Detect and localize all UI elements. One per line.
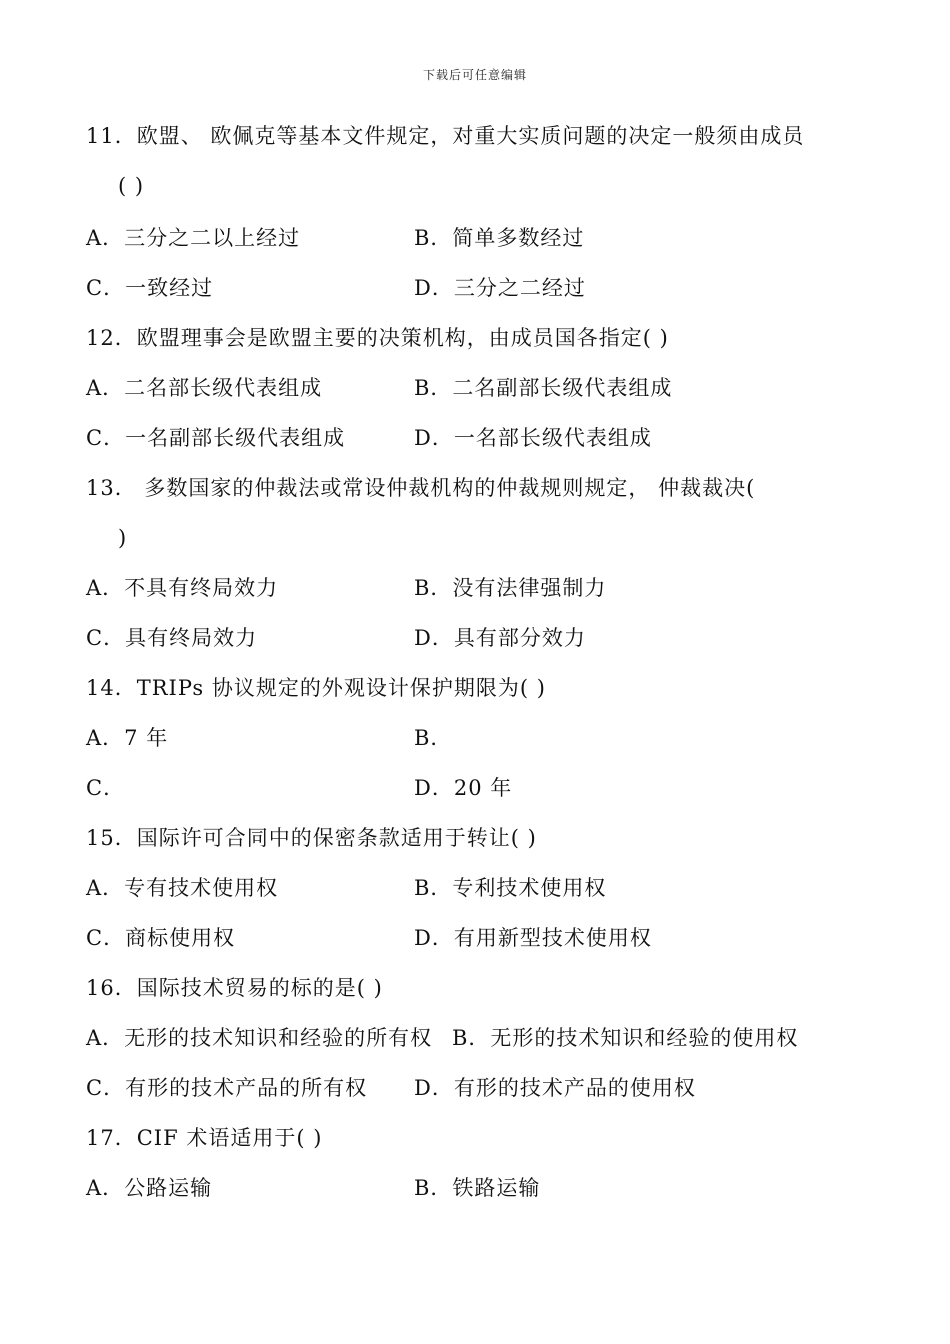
question-11-option-c: C．一致经过 bbox=[86, 276, 214, 300]
question-17-option-a: A．公路运输 bbox=[86, 1176, 213, 1200]
question-12-option-a: A．二名部长级代表组成 bbox=[86, 376, 323, 400]
page-header: 下载后可任意编辑 bbox=[422, 68, 527, 82]
question-13-stem-continued: ) bbox=[118, 526, 128, 550]
question-12-option-d: D．一名部长级代表组成 bbox=[414, 426, 652, 450]
question-16-option-b: B．无形的技术知识和经验的使用权 bbox=[452, 1026, 799, 1050]
question-13-option-d: D．具有部分效力 bbox=[414, 626, 586, 650]
question-16-option-c: C．有形的技术产品的所有权 bbox=[86, 1076, 368, 1100]
question-11-option-a: A．三分之二以上经过 bbox=[86, 226, 301, 250]
question-15-option-d: D．有用新型技术使用权 bbox=[414, 926, 652, 950]
question-15-option-a: A．专有技术使用权 bbox=[86, 876, 279, 900]
question-15-option-c: C．商标使用权 bbox=[86, 926, 236, 950]
question-12-option-b: B．二名副部长级代表组成 bbox=[414, 376, 673, 400]
question-14-option-a: A．7 年 bbox=[86, 726, 169, 750]
question-16-stem: 16．国际技术贸易的标的是( ) bbox=[86, 976, 383, 1000]
question-13-stem: 13． 多数国家的仲裁法或常设仲裁机构的仲裁规则规定， 仲裁裁决( bbox=[86, 476, 756, 500]
question-14-stem: 14．TRIPs 协议规定的外观设计保护期限为( ) bbox=[86, 676, 546, 700]
question-14-option-d: D．20 年 bbox=[414, 776, 513, 800]
question-14-option-c: C． bbox=[86, 776, 126, 800]
question-13-option-a: A．不具有终局效力 bbox=[86, 576, 279, 600]
question-11-option-d: D．三分之二经过 bbox=[414, 276, 586, 300]
question-17-option-b: B．铁路运输 bbox=[414, 1176, 541, 1200]
question-15-stem: 15．国际许可合同中的保密条款适用于转让( ) bbox=[86, 826, 537, 850]
question-16-option-d: D．有形的技术产品的使用权 bbox=[414, 1076, 696, 1100]
question-12-option-c: C．一名副部长级代表组成 bbox=[86, 426, 346, 450]
question-14-option-b: B． bbox=[414, 726, 453, 750]
question-13-option-c: C．具有终局效力 bbox=[86, 626, 258, 650]
question-16-option-a: A．无形的技术知识和经验的所有权 bbox=[86, 1026, 433, 1050]
question-15-option-b: B．专利技术使用权 bbox=[414, 876, 607, 900]
question-12-stem: 12．欧盟理事会是欧盟主要的决策机构，由成员国各指定( ) bbox=[86, 326, 669, 350]
question-11-option-b: B．简单多数经过 bbox=[414, 226, 585, 250]
question-17-stem: 17．CIF 术语适用于( ) bbox=[86, 1126, 323, 1150]
question-11-stem-continued: ( ) bbox=[118, 174, 145, 198]
question-11-stem: 11．欧盟、 欧佩克等基本文件规定，对重大实质问题的决定一般须由成员 bbox=[86, 124, 805, 148]
question-13-option-b: B．没有法律强制力 bbox=[414, 576, 607, 600]
